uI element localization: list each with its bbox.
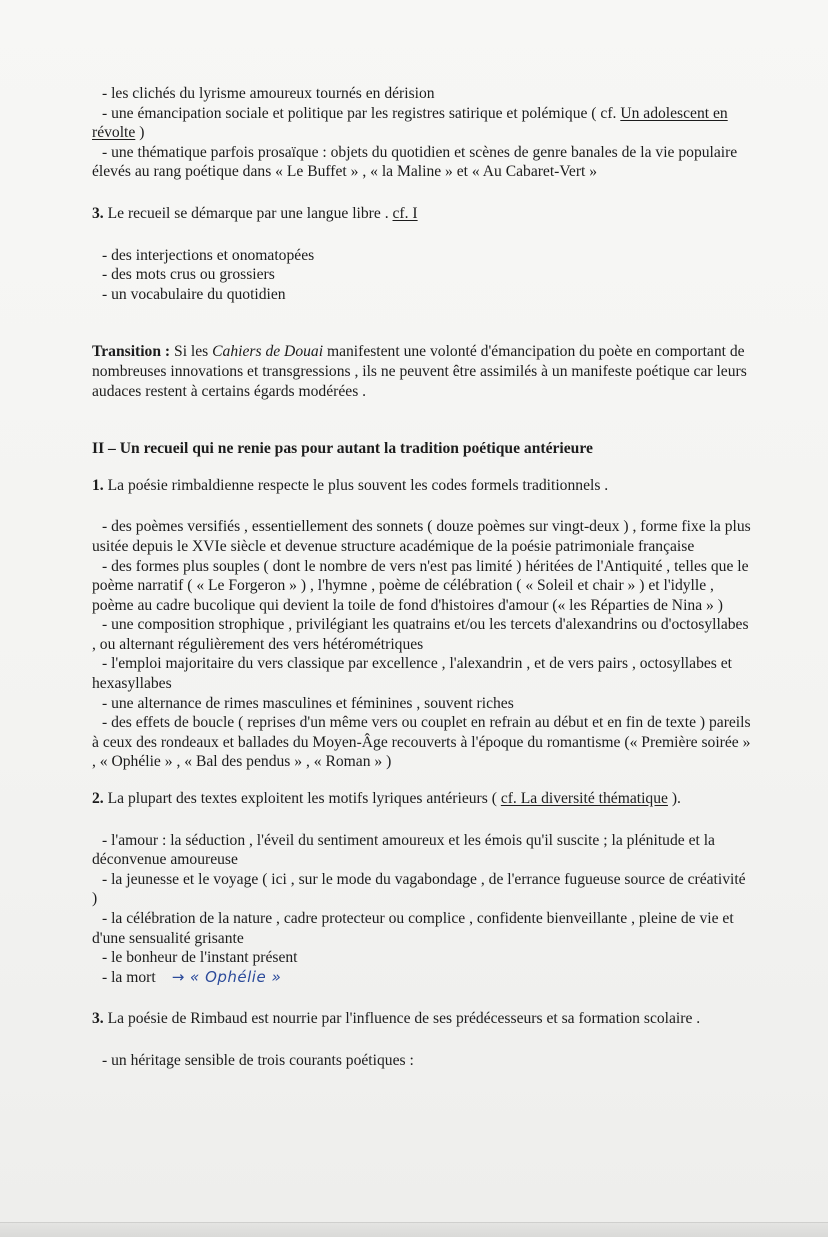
bullet-emancipation: - une émancipation sociale et politique par les registres satirique et polémique ( cf. Un adolescent en révolte ) [92,104,728,142]
subsection-1-title: 1. La poésie rimbaldienne respecte le plus souvent les codes formels traditionnels . [92,476,609,494]
list-item: - une composition strophique , privilégiant les quatrains et/ou les tercets d'alexandrins ou d'octosyllabes , ou alternant régulièrement des vers hétérométriques [92,616,749,653]
part-2-heading: II – Un recueil qui ne renie pas pour autant la tradition poétique antérieure [92,440,593,458]
list-item: - des formes plus souples ( dont le nombre de vers n'est pas limité ) héritées de l'Antiquité , telles que le poème narratif ( « Le Forgeron » ) , l'hymne , poème de célébration ( « Soleil et chair » ) et l'idylle , poème au cadre bucolique qui devient la toile de fond d'histoires d'amour (« les Réparties de Nina » ) [92,557,749,614]
list-item: - l'amour : la séduction , l'éveil du sentiment amoureux et les émois qu'il suscite ; la plénitude et la déconvenue amoureuse [92,831,715,869]
list-item: - la jeunesse et le voyage ( ici , sur le mode du vagabondage , de l'errance fugueuse source de créativité ) [92,870,746,908]
handwritten-note: → « Ophélie » [171,967,282,986]
list-item: - un héritage sensible de trois courants poétiques : [102,1051,414,1069]
bullet-prosaique: - une thématique parfois prosaïque : objets du quotidien et scènes de genre banales de la vie populaire élevés au rang poétique dans « Le Buffet » , « la Maline » et « Au Cabaret-Vert » [92,143,738,181]
bullet-cliches: - les clichés du lyrisme amoureux tournés en dérision [102,85,435,102]
list-item: - des mots crus ou grossiers [102,266,275,284]
list-item: - une alternance de rimes masculines et féminines , souvent riches [102,694,514,712]
list-item: - des interjections et onomatopées [102,246,315,264]
crossref-link: Un adolescent en révolte [92,104,728,142]
list-item: - des effets de boucle ( reprises d'un même vers ou couplet en refrain au début et en fin de texte ) pareils à ceux des rondeaux et ballades du Moyen-Âge recouverts à l'époque du romantisme (« Première soirée » , « Ophélie » , « Bal des pendus » , « Roman » ) [92,714,751,771]
page-bottom-edge [0,1222,828,1237]
list-item: - le bonheur de l'instant présent [102,949,298,967]
subsection-2-title: 2. La plupart des textes exploitent les motifs lyriques antérieurs ( cf. La diversité thématique ). [92,790,681,808]
list-item: - l'emploi majoritaire du vers classique par excellence , l'alexandrin , et de vers pairs , octosyllabes et hexasyllabes [92,655,733,693]
transition-paragraph: Transition : Si les Cahiers de Douai manifestent une volonté d'émancipation du poète en comportant de nombreuses innovations et transgressions , ils ne peuvent être assimilés à un manifeste poétique car leurs audaces restent à certains égards modérées . [92,343,747,400]
section-3-title: 3. Le recueil se démarque par une langue libre . cf. I [92,204,418,222]
list-item: - la célébration de la nature , cadre protecteur ou complice , confidente bienveillante , pleine de vie et d'une sensualité grisante [92,910,734,947]
subsection-3-title: 3. La poésie de Rimbaud est nourrie par l'influence de ses prédécesseurs et sa formation scolaire . [92,1010,701,1028]
list-item: - un vocabulaire du quotidien [102,285,286,303]
list-item: - des poèmes versifiés , essentiellement des sonnets ( douze poèmes sur vingt-deux ) , forme fixe la plus usitée depuis le XVIe siècle et devenue structure académique de la poésie patrimoniale française [92,518,751,555]
list-item: - la mort → « Ophélie » [102,967,282,986]
document-body [92,84,754,1071]
